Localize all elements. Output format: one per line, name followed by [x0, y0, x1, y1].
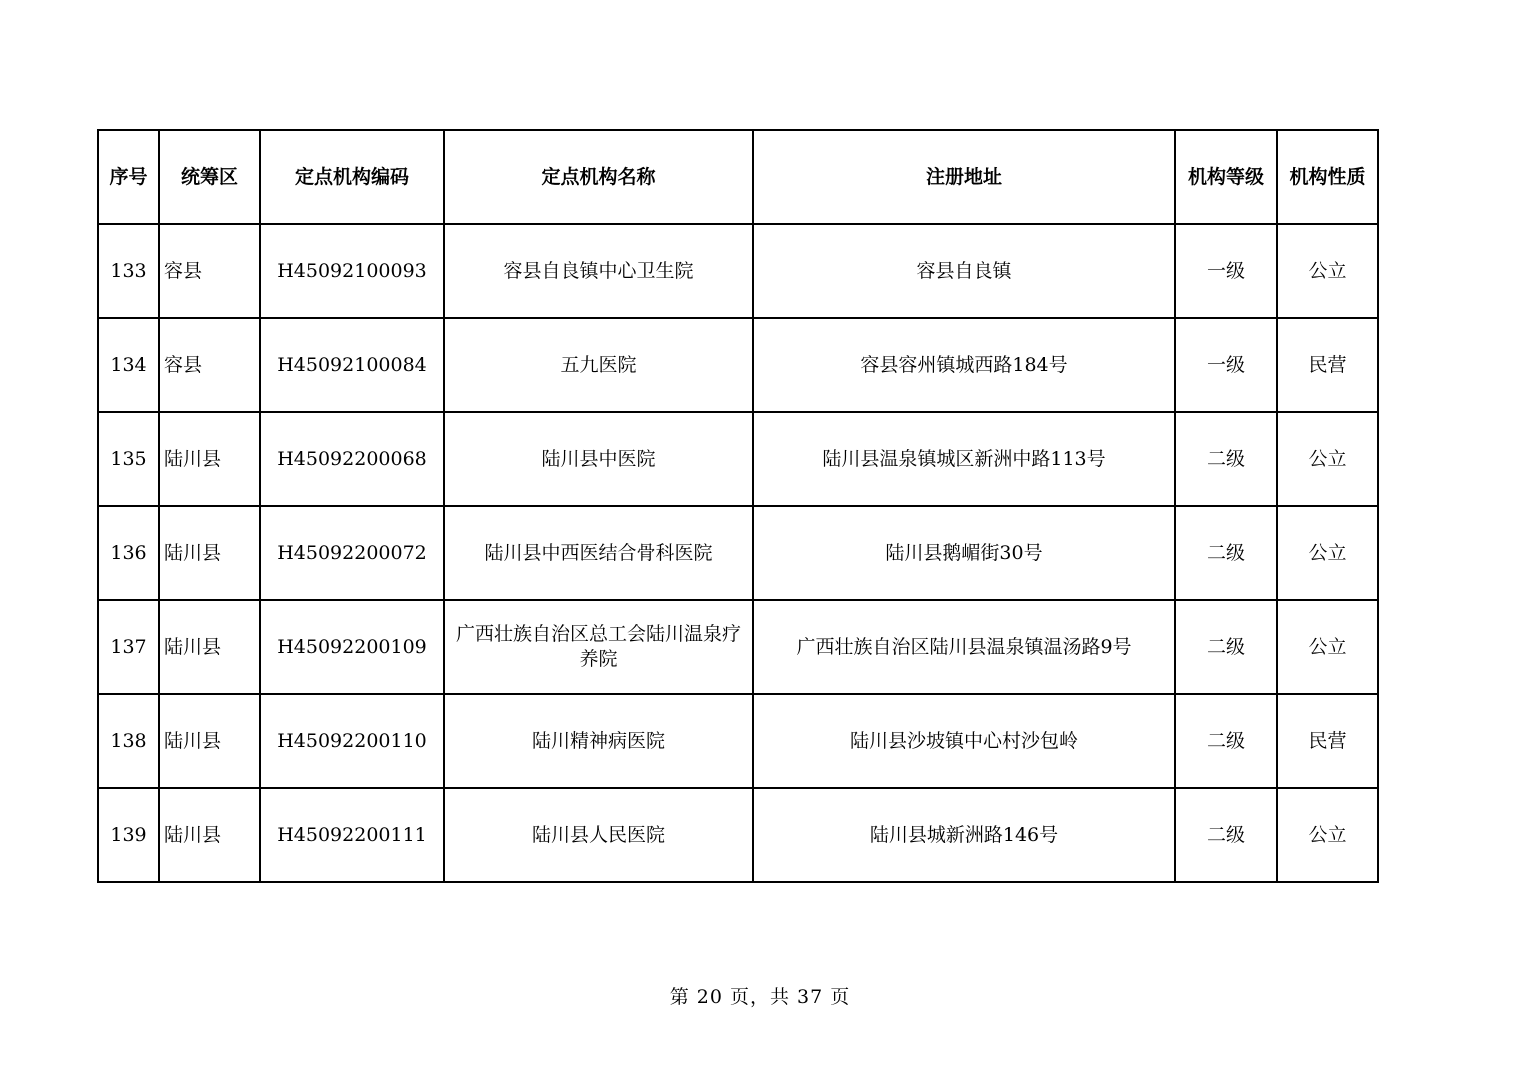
- table-row: [98, 506, 1378, 600]
- cell-institution-name: 容县自良镇中心卫生院: [444, 224, 753, 318]
- cell-region: 陆川县: [159, 694, 260, 788]
- cell-registered-address: 陆川县沙坡镇中心村沙包岭: [753, 694, 1175, 788]
- header-registered-address: 注册地址: [753, 130, 1175, 224]
- header-institution-level: 机构等级: [1175, 130, 1277, 224]
- cell-institution-level: 二级: [1175, 412, 1277, 506]
- cell-institution-name: 陆川县中西医结合骨科医院: [444, 506, 753, 600]
- cell-institution-level: 二级: [1175, 694, 1277, 788]
- cell-region: 陆川县: [159, 600, 260, 694]
- cell-institution-name: 五九医院: [444, 318, 753, 412]
- cell-registered-address: 陆川县温泉镇城区新洲中路113号: [753, 412, 1175, 506]
- cell-institution-name: 陆川精神病医院: [444, 694, 753, 788]
- cell-region: 容县: [159, 224, 260, 318]
- table-row: [98, 600, 1378, 694]
- cell-serial-number: 138: [98, 694, 159, 788]
- cell-serial-number: 137: [98, 600, 159, 694]
- cell-institution-type: 公立: [1277, 600, 1378, 694]
- cell-institution-code: H45092100093: [260, 224, 444, 318]
- cell-institution-code: H45092200110: [260, 694, 444, 788]
- cell-registered-address: 陆川县城新洲路146号: [753, 788, 1175, 882]
- cell-institution-type: 民营: [1277, 694, 1378, 788]
- cell-institution-type: 公立: [1277, 788, 1378, 882]
- cell-institution-type: 公立: [1277, 412, 1378, 506]
- cell-institution-level: 二级: [1175, 600, 1277, 694]
- table-row: [98, 412, 1378, 506]
- cell-institution-type: 公立: [1277, 506, 1378, 600]
- cell-institution-type: 公立: [1277, 224, 1378, 318]
- table-header-row: [98, 130, 1378, 224]
- header-institution-code: 定点机构编码: [260, 130, 444, 224]
- cell-institution-code: H45092200068: [260, 412, 444, 506]
- cell-registered-address: 陆川县鹅嵋街30号: [753, 506, 1175, 600]
- cell-institution-type: 民营: [1277, 318, 1378, 412]
- cell-institution-name: 陆川县中医院: [444, 412, 753, 506]
- cell-institution-level: 二级: [1175, 788, 1277, 882]
- cell-serial-number: 134: [98, 318, 159, 412]
- cell-institution-level: 一级: [1175, 318, 1277, 412]
- cell-serial-number: 139: [98, 788, 159, 882]
- cell-institution-code: H45092200111: [260, 788, 444, 882]
- page-number-footer: 第 20 页，共 37 页: [669, 986, 851, 1008]
- cell-region: 容县: [159, 318, 260, 412]
- cell-registered-address: 广西壮族自治区陆川县温泉镇温汤路9号: [753, 600, 1175, 694]
- table-row: [98, 694, 1378, 788]
- cell-registered-address: 容县自良镇: [753, 224, 1175, 318]
- institution-table: [97, 129, 1379, 883]
- cell-institution-level: 一级: [1175, 224, 1277, 318]
- cell-serial-number: 136: [98, 506, 159, 600]
- header-institution-name: 定点机构名称: [444, 130, 753, 224]
- cell-serial-number: 135: [98, 412, 159, 506]
- table-row: [98, 224, 1378, 318]
- cell-serial-number: 133: [98, 224, 159, 318]
- cell-institution-name: 陆川县人民医院: [444, 788, 753, 882]
- cell-institution-code: H45092200072: [260, 506, 444, 600]
- cell-region: 陆川县: [159, 506, 260, 600]
- cell-institution-code: H45092200109: [260, 600, 444, 694]
- header-serial-number: 序号: [98, 130, 159, 224]
- header-institution-type: 机构性质: [1277, 130, 1378, 224]
- cell-region: 陆川县: [159, 788, 260, 882]
- cell-region: 陆川县: [159, 412, 260, 506]
- cell-registered-address: 容县容州镇城西路184号: [753, 318, 1175, 412]
- cell-institution-code: H45092100084: [260, 318, 444, 412]
- table-row: [98, 788, 1378, 882]
- cell-institution-name: 广西壮族自治区总工会陆川温泉疗养院: [444, 600, 753, 694]
- header-region: 统筹区: [159, 130, 260, 224]
- table-row: [98, 318, 1378, 412]
- cell-institution-level: 二级: [1175, 506, 1277, 600]
